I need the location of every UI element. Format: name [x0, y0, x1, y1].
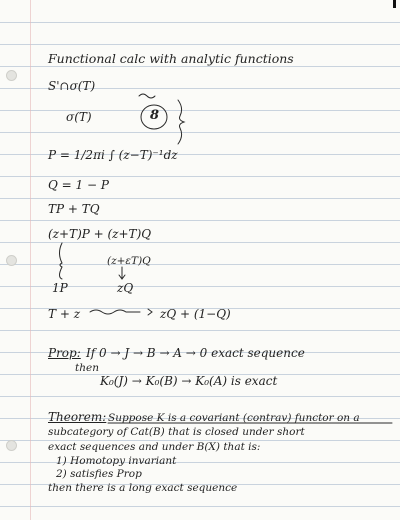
theorem-label: Theorem:: [48, 410, 107, 424]
rule-line: [0, 176, 400, 177]
corner-mark: [393, 0, 396, 8]
prop-then: then: [75, 362, 99, 374]
right-brace: [178, 100, 184, 144]
rule-line: [0, 198, 400, 199]
rule-line: [0, 220, 400, 221]
theorem-item-2: 2) satisfies Prop: [56, 468, 142, 480]
prop-label: Prop:: [48, 346, 81, 360]
rule-line: [0, 506, 400, 507]
theorem-line-2: subcategory of Cat(B) that is closed under short: [48, 426, 305, 438]
note-sigma: σ(T): [66, 110, 92, 124]
note-zt-q: (z+εT)Q: [107, 255, 151, 267]
circle-symbol: 8: [150, 108, 160, 123]
theorem-item-1: 1) Homotopy invariant: [56, 455, 177, 467]
squiggle-arrow-head: [148, 309, 152, 315]
rule-line: [0, 396, 400, 397]
note-tp-tq: TP + TQ: [48, 202, 100, 216]
rule-line: [0, 242, 400, 243]
note-1p: 1P: [52, 281, 68, 295]
note-title: Functional calc with analytic functions: [48, 51, 294, 66]
note-zq: zQ: [117, 281, 134, 295]
note-t-plus-z: T + z: [48, 307, 81, 321]
rule-line: [0, 66, 400, 67]
rule-line: [0, 264, 400, 265]
left-brace: [60, 243, 63, 279]
note-t-plus-z-result: zQ + (1−Q): [160, 307, 231, 321]
note-zt: (z+T)P + (z+T)Q: [48, 227, 152, 241]
note-spectrum-intersection: S'∩σ(T): [48, 79, 96, 93]
rule-line: [0, 132, 400, 133]
tilde-mark: [139, 94, 155, 98]
squiggle-arrow: [90, 310, 140, 314]
theorem-last-line: then there is a long exact sequence: [48, 482, 238, 494]
note-projection: P = 1/2πi ∫ (z−T)⁻¹dz: [48, 148, 178, 162]
punch-hole: [6, 70, 17, 81]
punch-hole: [6, 255, 17, 266]
down-arrow-head: [119, 275, 125, 279]
rule-line: [0, 44, 400, 45]
rule-line: [0, 22, 400, 23]
prop-k0: K₀(J) → K₀(B) → K₀(A) is exact: [100, 374, 278, 388]
punch-hole: [6, 440, 17, 451]
rule-line: [0, 330, 400, 331]
margin-line: [30, 0, 31, 520]
prop-if: If 0 → J → B → A → 0 exact sequence: [86, 346, 305, 360]
note-q-def: Q = 1 − P: [48, 178, 109, 192]
rule-line: [0, 110, 400, 111]
theorem-line-1: Suppose K is a covariant (contrav) functor on a: [108, 412, 360, 424]
theorem-line-3: exact sequences and under B(X) that is:: [48, 441, 261, 453]
